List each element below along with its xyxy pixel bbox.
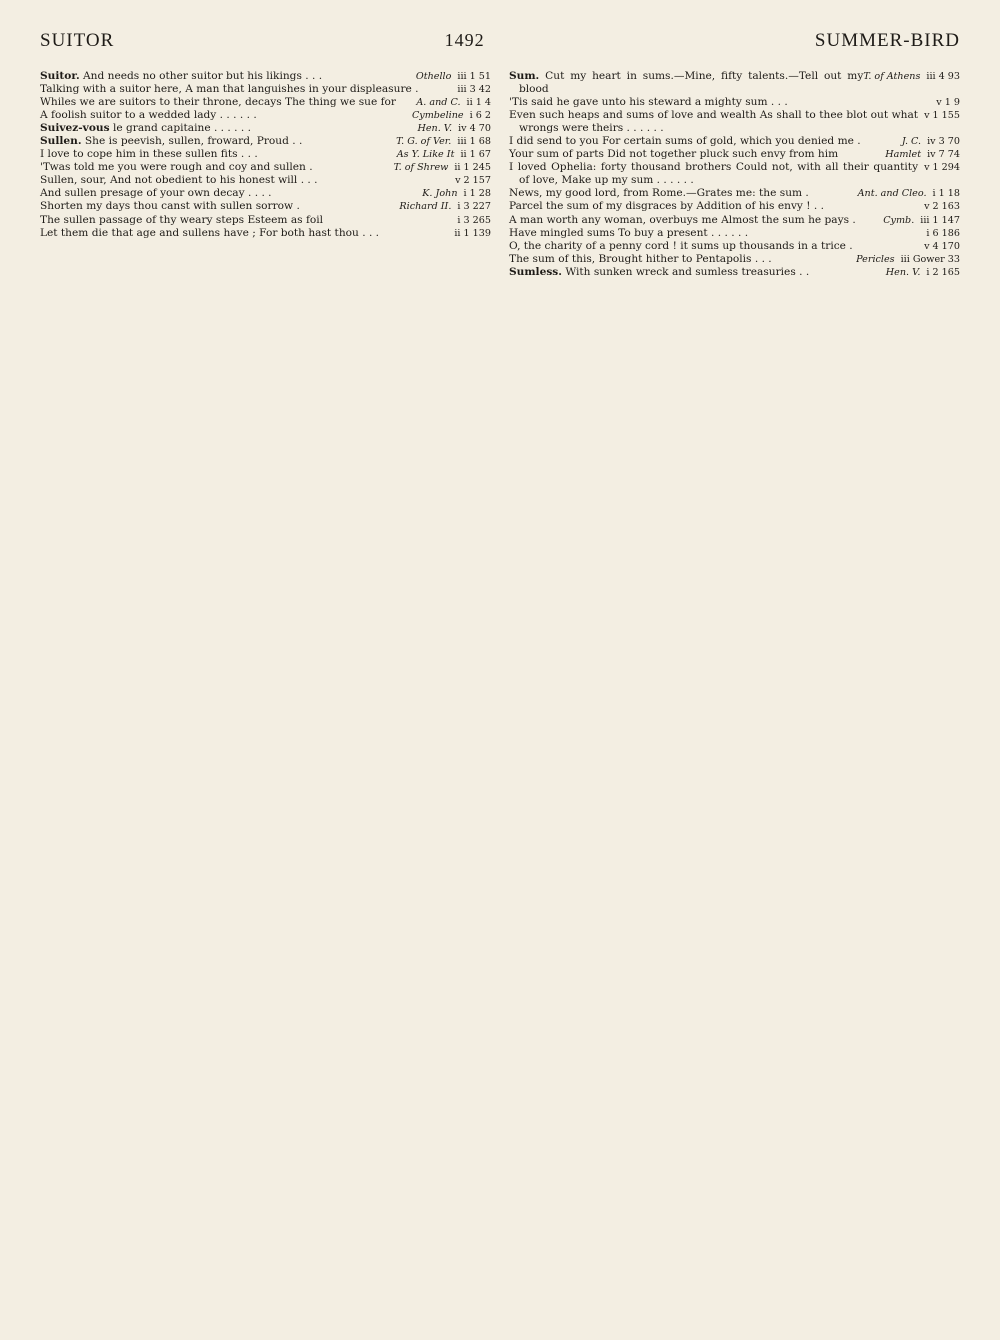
- concordance-entry: [40, 148, 491, 161]
- citation-reference: [863, 70, 960, 83]
- concordance-entry: [40, 227, 491, 240]
- concordance-entry: [509, 214, 960, 227]
- right-column: [509, 70, 960, 279]
- act-scene-line: iii 1 147: [920, 214, 960, 226]
- citation-reference: [918, 240, 960, 253]
- play-title: J. C.: [901, 136, 922, 148]
- play-title: Pericles: [856, 253, 895, 265]
- concordance-entry: [509, 187, 960, 200]
- concordance-entry: [40, 161, 491, 174]
- play-title: Hen. V.: [885, 266, 921, 278]
- act-scene-line: v 1 155: [924, 110, 960, 122]
- citation-reference: [399, 200, 491, 213]
- concordance-entry: [40, 174, 491, 187]
- quotation-text: And needs no other suitor but his likings . . .: [83, 70, 323, 82]
- act-scene-line: i 3 265: [457, 214, 491, 226]
- quotation-text: The sum of this, Brought hither to Pentapolis . . .: [509, 252, 772, 265]
- concordance-entry: [509, 70, 960, 96]
- quotation-text: With sunken wreck and sumless treasuries . .: [565, 265, 810, 278]
- citation-reference: [416, 70, 491, 83]
- act-scene-line: i 1 18: [932, 188, 960, 200]
- quotation-text: O, the charity of a penny cord ! it sums up thousands in a trice .: [509, 239, 853, 252]
- quotation-text: A foolish suitor to a wedded lady . . . . . .: [40, 109, 257, 122]
- play-title: Cymbeline: [411, 110, 464, 122]
- play-title: Hamlet: [885, 149, 922, 161]
- concordance-entry: [509, 266, 960, 279]
- citation-reference: [448, 227, 491, 240]
- citation-reference: [883, 214, 960, 227]
- citation-reference: [451, 214, 491, 227]
- quotation-text: I did send to you For certain sums of gold, which you denied me .: [509, 135, 861, 148]
- concordance-entry: [509, 161, 960, 187]
- page-number: 1492: [444, 30, 485, 50]
- quotation-text: le grand capitaine . . . . . .: [112, 122, 251, 135]
- left-column: [40, 70, 491, 279]
- quotation-text: Let them die that age and sullens have ; For both hast thou . . .: [40, 226, 380, 239]
- act-scene-line: iv 7 74: [927, 149, 960, 161]
- headword: Suivez-vous: [40, 122, 110, 135]
- act-scene-line: ii 1 67: [460, 149, 491, 161]
- concordance-entry: [509, 148, 960, 161]
- play-title: A. and C.: [416, 97, 461, 109]
- concordance-entry: [40, 83, 491, 96]
- headword: Sum.: [509, 70, 540, 82]
- quotation-text: Parcel the sum of my disgraces by Addition of his envy ! . .: [509, 200, 825, 213]
- play-title: T. of Shrew: [393, 162, 449, 174]
- concordance-entry: [40, 122, 491, 135]
- quotation-text: She is peevish, sullen, froward, Proud . .: [84, 135, 303, 148]
- play-title: Cymb.: [883, 214, 915, 226]
- citation-reference: [918, 161, 960, 174]
- citation-reference: [417, 122, 491, 135]
- citation-reference: [930, 96, 960, 109]
- act-scene-line: i 3 227: [457, 201, 491, 213]
- citation-reference: [394, 161, 491, 174]
- play-title: Richard II.: [399, 201, 452, 213]
- act-scene-line: v 2 157: [455, 175, 491, 187]
- quotation-text: Cut my heart in sums.—Mine, fifty talents.—Tell out my blood: [519, 70, 864, 96]
- act-scene-line: iv 4 70: [458, 123, 491, 135]
- concordance-entry: [509, 109, 960, 135]
- citation-reference: [412, 109, 491, 122]
- act-scene-line: iii Gower 33: [900, 253, 960, 265]
- play-title: Hen. V.: [417, 123, 453, 135]
- citation-reference: [858, 187, 960, 200]
- quotation-text: 'Tis said he gave unto his steward a mighty sum . . .: [509, 96, 788, 109]
- quotation-text: Whiles we are suitors to their throne, decays The thing we sue for: [40, 96, 396, 109]
- quotation-text: A man worth any woman, overbuys me Almost the sum he pays .: [509, 213, 856, 226]
- act-scene-line: v 4 170: [924, 240, 960, 252]
- citation-reference: [886, 266, 960, 279]
- act-scene-line: iii 4 93: [926, 71, 960, 82]
- quotation-text: Even such heaps and sums of love and wealth As shall to thee blot out what wrongs were theirs . . . . . .: [509, 109, 919, 135]
- quotation-text: News, my good lord, from Rome.—Grates me: the sum .: [509, 187, 809, 200]
- act-scene-line: ii 1 245: [454, 162, 491, 174]
- play-title: T. G. of Ver.: [396, 136, 452, 148]
- concordance-entry: [40, 214, 491, 227]
- citation-reference: [416, 96, 491, 109]
- concordance-entry: [40, 187, 491, 200]
- citation-reference: [856, 253, 960, 266]
- citation-reference: [396, 135, 491, 148]
- quotation-text: And sullen presage of your own decay . . . .: [40, 187, 272, 200]
- quotation-text: Sullen, sour, And not obedient to his honest will . . .: [40, 174, 318, 187]
- citation-reference: [449, 174, 491, 187]
- play-title: T. of Athens: [863, 71, 921, 82]
- concordance-entry: [40, 96, 491, 109]
- play-title: Othello: [415, 71, 452, 82]
- quotation-text: 'Twas told me you were rough and coy and sullen .: [40, 161, 313, 174]
- play-title: As Y. Like It: [396, 149, 455, 161]
- act-scene-line: ii 1 139: [454, 227, 491, 239]
- act-scene-line: iii 1 51: [457, 71, 491, 82]
- concordance-entry: [509, 135, 960, 148]
- citation-reference: [451, 83, 491, 96]
- act-scene-line: iii 3 42: [457, 84, 491, 96]
- citation-reference: [885, 148, 960, 161]
- columns: [40, 70, 960, 279]
- concordance-entry: [40, 135, 491, 148]
- quotation-text: The sullen passage of thy weary steps Esteem as foil: [40, 213, 324, 226]
- quotation-text: Have mingled sums To buy a present . . . . . .: [509, 226, 749, 239]
- citation-reference: [397, 148, 491, 161]
- act-scene-line: iv 3 70: [927, 136, 960, 148]
- concordance-entry: [509, 253, 960, 266]
- concordance-entry: [40, 200, 491, 213]
- concordance-entry: [40, 109, 491, 122]
- act-scene-line: v 1 294: [924, 162, 960, 174]
- act-scene-line: v 2 163: [924, 201, 960, 213]
- citation-reference: [920, 227, 960, 240]
- play-title: K. John: [422, 188, 458, 200]
- play-title: Ant. and Cleo.: [857, 188, 927, 200]
- headword: Suitor.: [40, 70, 80, 82]
- quotation-text: Talking with a suitor here, A man that languishes in your displeasure .: [40, 83, 419, 96]
- act-scene-line: v 1 9: [936, 97, 960, 109]
- concordance-entry: [509, 240, 960, 253]
- concordance-entry: [509, 227, 960, 240]
- concordance-entry: [509, 96, 960, 109]
- header-right-catchword: SUMMER-BIRD: [814, 30, 960, 51]
- act-scene-line: i 1 28: [463, 188, 491, 200]
- citation-reference: [902, 135, 960, 148]
- quotation-text: Your sum of parts Did not together pluck such envy from him: [509, 148, 839, 161]
- citation-reference: [918, 200, 960, 213]
- header-left-catchword: SUITOR: [40, 30, 115, 51]
- citation-reference: [422, 187, 491, 200]
- headword: Sullen.: [40, 135, 82, 148]
- act-scene-line: i 2 165: [926, 266, 960, 278]
- act-scene-line: i 6 186: [926, 227, 960, 239]
- quotation-text: I loved Ophelia: forty thousand brothers Could not, with all their quantity of love, Make up my sum . . . . . .: [509, 161, 919, 187]
- act-scene-line: i 6 2: [469, 110, 491, 122]
- citation-reference: [918, 109, 960, 122]
- concordance-entry: [40, 70, 491, 83]
- act-scene-line: iii 1 68: [457, 136, 491, 148]
- headword: Sumless.: [509, 265, 562, 278]
- quotation-text: Shorten my days thou canst with sullen sorrow .: [40, 200, 300, 213]
- act-scene-line: ii 1 4: [466, 97, 491, 109]
- quotation-text: I love to cope him in these sullen fits . . .: [40, 148, 258, 161]
- page-header: [40, 30, 960, 70]
- concordance-entry: [509, 200, 960, 213]
